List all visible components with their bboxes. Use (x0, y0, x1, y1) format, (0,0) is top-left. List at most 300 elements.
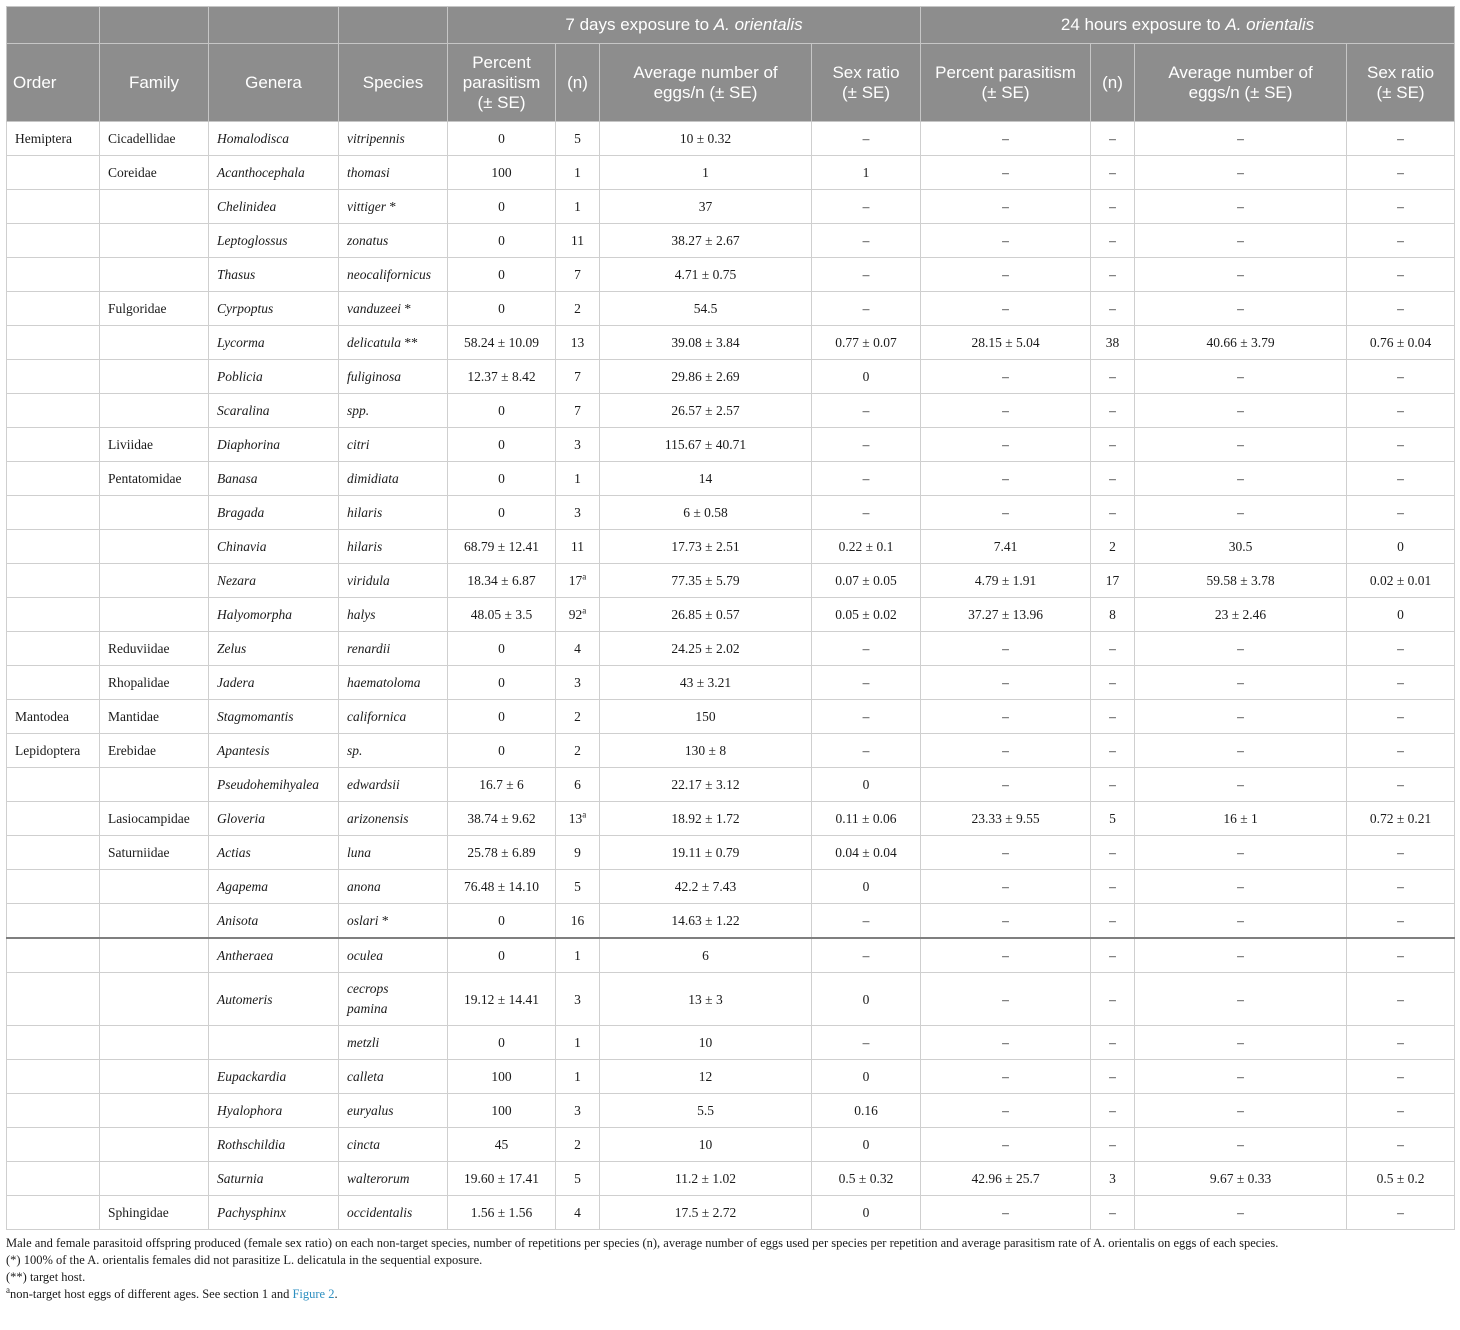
cell-species: oslari * (339, 904, 448, 939)
cell-percent-parasitism-7d: 45 (448, 1128, 556, 1162)
cell-n-24h: – (1091, 428, 1135, 462)
cell-percent-parasitism-7d: 100 (448, 1060, 556, 1094)
cell-percent-parasitism-24h: 28.15 ± 5.04 (921, 326, 1091, 360)
cell-family (100, 1026, 209, 1060)
cell-avg-eggs-7d: 10 ± 0.32 (600, 122, 812, 156)
col-avg-eggs-24h: Average number of eggs/n (± SE) (1135, 44, 1347, 122)
table-row (7, 292, 1455, 326)
cell-sex-ratio-7d: 0.05 ± 0.02 (812, 598, 921, 632)
cell-n-24h: – (1091, 938, 1135, 973)
cell-n-7d: 1 (556, 938, 600, 973)
table-row (7, 496, 1455, 530)
header-blank (100, 7, 209, 44)
cell-sex-ratio-7d: – (812, 394, 921, 428)
cell-n-24h: 2 (1091, 530, 1135, 564)
cell-n-24h: 3 (1091, 1162, 1135, 1196)
cell-n-24h: – (1091, 1026, 1135, 1060)
cell-sex-ratio-24h: – (1347, 394, 1455, 428)
table-row (7, 462, 1455, 496)
cell-n-24h: 5 (1091, 802, 1135, 836)
cell-percent-parasitism-24h: – (921, 938, 1091, 973)
table-row (7, 1060, 1455, 1094)
cell-avg-eggs-7d: 115.67 ± 40.71 (600, 428, 812, 462)
header-24-hours: 24 hours exposure to A. orientalis (921, 7, 1455, 44)
col-order: Order (7, 44, 100, 122)
cell-avg-eggs-7d: 13 ± 3 (600, 973, 812, 1026)
cell-avg-eggs-24h: 40.66 ± 3.79 (1135, 326, 1347, 360)
header-group-row (7, 7, 1455, 44)
cell-n-7d: 3 (556, 1094, 600, 1128)
n-footnote-mark: a (582, 605, 587, 616)
cell-percent-parasitism-24h: – (921, 360, 1091, 394)
cell-genus: Rothschildia (209, 1128, 339, 1162)
table-row (7, 190, 1455, 224)
parasitism-table (6, 6, 1455, 1230)
cell-family: Coreidae (100, 156, 209, 190)
cell-genus: Scaralina (209, 394, 339, 428)
cell-percent-parasitism-7d: 19.12 ± 14.41 (448, 973, 556, 1026)
cell-n-24h: – (1091, 1060, 1135, 1094)
cell-n-7d: 5 (556, 870, 600, 904)
cell-avg-eggs-24h: – (1135, 360, 1347, 394)
cell-family: Erebidae (100, 734, 209, 768)
cell-percent-parasitism-24h: – (921, 156, 1091, 190)
cell-n-7d: 7 (556, 360, 600, 394)
col-family: Family (100, 44, 209, 122)
cell-sex-ratio-24h: – (1347, 496, 1455, 530)
cell-order (7, 632, 100, 666)
cell-n-24h: – (1091, 190, 1135, 224)
cell-avg-eggs-7d: 26.57 ± 2.57 (600, 394, 812, 428)
cell-genus: Thasus (209, 258, 339, 292)
cell-n-24h: – (1091, 258, 1135, 292)
cell-avg-eggs-7d: 42.2 ± 7.43 (600, 870, 812, 904)
footnote-caption: Male and female parasitoid offspring produced (female sex ratio) on each non-target species, number of repetitions per species (n), average number of eggs used per species per repetition and average parasitism rate of A. orientalis on eggs of each species. (6, 1236, 1279, 1250)
cell-percent-parasitism-24h: – (921, 836, 1091, 870)
cell-percent-parasitism-7d: 12.37 ± 8.42 (448, 360, 556, 394)
cell-family (100, 973, 209, 1026)
cell-n-24h: – (1091, 1128, 1135, 1162)
cell-genus: Lycorma (209, 326, 339, 360)
header-7-days: 7 days exposure to A. orientalis (448, 7, 921, 44)
cell-order (7, 1060, 100, 1094)
cell-species: cincta (339, 1128, 448, 1162)
cell-avg-eggs-24h: – (1135, 428, 1347, 462)
cell-sex-ratio-7d: – (812, 938, 921, 973)
cell-sex-ratio-24h: – (1347, 700, 1455, 734)
cell-genus (209, 1026, 339, 1060)
cell-family (100, 870, 209, 904)
cell-genus: Gloveria (209, 802, 339, 836)
cell-species: neocalifornicus (339, 258, 448, 292)
cell-percent-parasitism-24h: – (921, 1026, 1091, 1060)
cell-sex-ratio-7d: 0.77 ± 0.07 (812, 326, 921, 360)
cell-species: edwardsii (339, 768, 448, 802)
cell-avg-eggs-7d: 22.17 ± 3.12 (600, 768, 812, 802)
table-row (7, 156, 1455, 190)
cell-sex-ratio-24h: – (1347, 632, 1455, 666)
cell-percent-parasitism-24h: – (921, 496, 1091, 530)
cell-n-24h: – (1091, 700, 1135, 734)
cell-sex-ratio-7d: – (812, 122, 921, 156)
cell-sex-ratio-7d: – (812, 700, 921, 734)
cell-order (7, 870, 100, 904)
cell-avg-eggs-7d: 19.11 ± 0.79 (600, 836, 812, 870)
header-blank (339, 7, 448, 44)
cell-avg-eggs-24h: – (1135, 938, 1347, 973)
cell-n-7d: 2 (556, 1128, 600, 1162)
cell-sex-ratio-7d: 0 (812, 1128, 921, 1162)
cell-family (100, 190, 209, 224)
cell-order (7, 938, 100, 973)
cell-sex-ratio-24h: – (1347, 156, 1455, 190)
cell-percent-parasitism-7d: 0 (448, 496, 556, 530)
cell-genus: Apantesis (209, 734, 339, 768)
cell-n-7d: 2 (556, 292, 600, 326)
cell-species: hilaris (339, 530, 448, 564)
cell-avg-eggs-7d: 130 ± 8 (600, 734, 812, 768)
cell-species: vitripennis (339, 122, 448, 156)
cell-genus: Chelinidea (209, 190, 339, 224)
cell-n-7d: 5 (556, 1162, 600, 1196)
cell-species: hilaris (339, 496, 448, 530)
cell-n-24h: 38 (1091, 326, 1135, 360)
footnote-double-star: (**) target host. (6, 1270, 86, 1284)
cell-percent-parasitism-7d: 0 (448, 292, 556, 326)
cell-family (100, 496, 209, 530)
data-table-container (6, 6, 1454, 1303)
cell-percent-parasitism-24h: – (921, 632, 1091, 666)
cell-n-7d: 2 (556, 734, 600, 768)
cell-n-24h: – (1091, 836, 1135, 870)
cell-n-7d: 1 (556, 1026, 600, 1060)
col-percent-parasitism-7d: Percent parasitism (± SE) (448, 44, 556, 122)
cell-species: renardii (339, 632, 448, 666)
cell-n-24h: 8 (1091, 598, 1135, 632)
cell-avg-eggs-7d: 14.63 ± 1.22 (600, 904, 812, 939)
cell-sex-ratio-24h: – (1347, 836, 1455, 870)
cell-species: cecrops pamina (339, 973, 448, 1026)
cell-sex-ratio-24h: – (1347, 122, 1455, 156)
cell-family (100, 938, 209, 973)
cell-percent-parasitism-24h: – (921, 258, 1091, 292)
cell-genus: Antheraea (209, 938, 339, 973)
cell-avg-eggs-24h: – (1135, 1196, 1347, 1230)
cell-n-7d: 5 (556, 122, 600, 156)
cell-genus: Saturnia (209, 1162, 339, 1196)
cell-avg-eggs-7d: 11.2 ± 1.02 (600, 1162, 812, 1196)
cell-n-7d: 1 (556, 190, 600, 224)
cell-percent-parasitism-7d: 0 (448, 1026, 556, 1060)
species-footnote-mark: ** (401, 335, 418, 350)
cell-avg-eggs-7d: 43 ± 3.21 (600, 666, 812, 700)
cell-percent-parasitism-7d: 0 (448, 462, 556, 496)
cell-family: Liviidae (100, 428, 209, 462)
cell-percent-parasitism-7d: 100 (448, 156, 556, 190)
cell-family (100, 530, 209, 564)
footnote-single-star: (*) 100% of the A. orientalis females did not parasitize L. delicatula in the sequential exposure. (6, 1253, 483, 1267)
cell-species: anona (339, 870, 448, 904)
cell-family (100, 224, 209, 258)
cell-n-24h: – (1091, 156, 1135, 190)
cell-avg-eggs-7d: 5.5 (600, 1094, 812, 1128)
cell-sex-ratio-24h: – (1347, 224, 1455, 258)
table-row (7, 1128, 1455, 1162)
cell-avg-eggs-24h: – (1135, 394, 1347, 428)
cell-family: Reduviidae (100, 632, 209, 666)
cell-family (100, 360, 209, 394)
cell-genus: Bragada (209, 496, 339, 530)
cell-avg-eggs-24h: – (1135, 462, 1347, 496)
cell-percent-parasitism-7d: 1.56 ± 1.56 (448, 1196, 556, 1230)
cell-avg-eggs-7d: 14 (600, 462, 812, 496)
cell-avg-eggs-7d: 6 ± 0.58 (600, 496, 812, 530)
cell-order (7, 394, 100, 428)
cell-order (7, 1196, 100, 1230)
cell-sex-ratio-7d: – (812, 1026, 921, 1060)
cell-percent-parasitism-7d: 0 (448, 666, 556, 700)
cell-sex-ratio-7d: – (812, 734, 921, 768)
table-row (7, 1162, 1455, 1196)
table-row (7, 258, 1455, 292)
cell-percent-parasitism-24h: – (921, 428, 1091, 462)
col-sex-ratio-7d: Sex ratio (± SE) (812, 44, 921, 122)
cell-sex-ratio-7d: – (812, 904, 921, 939)
cell-sex-ratio-7d: 0 (812, 768, 921, 802)
cell-percent-parasitism-7d: 0 (448, 632, 556, 666)
col-sex-ratio-24h: Sex ratio (± SE) (1347, 44, 1455, 122)
cell-percent-parasitism-7d: 19.60 ± 17.41 (448, 1162, 556, 1196)
cell-avg-eggs-24h: – (1135, 224, 1347, 258)
cell-family: Pentatomidae (100, 462, 209, 496)
cell-n-7d: 17$^a$ (556, 564, 600, 598)
cell-percent-parasitism-24h: – (921, 1196, 1091, 1230)
cell-genus: Cyrpoptus (209, 292, 339, 326)
cell-sex-ratio-7d: – (812, 462, 921, 496)
cell-order (7, 768, 100, 802)
figure-2-link[interactable]: Figure 2 (292, 1287, 335, 1301)
cell-avg-eggs-24h: – (1135, 258, 1347, 292)
table-row (7, 564, 1455, 598)
table-row (7, 1196, 1455, 1230)
cell-order (7, 496, 100, 530)
cell-avg-eggs-24h: – (1135, 496, 1347, 530)
cell-sex-ratio-7d: – (812, 428, 921, 462)
cell-species: arizonensis (339, 802, 448, 836)
cell-avg-eggs-24h: – (1135, 973, 1347, 1026)
cell-species: euryalus (339, 1094, 448, 1128)
cell-avg-eggs-24h: – (1135, 734, 1347, 768)
cell-family: Cicadellidae (100, 122, 209, 156)
cell-order (7, 973, 100, 1026)
cell-genus: Homalodisca (209, 122, 339, 156)
cell-genus: Zelus (209, 632, 339, 666)
cell-family: Sphingidae (100, 1196, 209, 1230)
cell-avg-eggs-7d: 17.5 ± 2.72 (600, 1196, 812, 1230)
table-row (7, 734, 1455, 768)
cell-family (100, 258, 209, 292)
footnote-a: $^a$non-target host eggs of different ages. See section 1 and Figure 2. (6, 1284, 338, 1301)
cell-order (7, 836, 100, 870)
cell-order (7, 1026, 100, 1060)
cell-sex-ratio-24h: 0 (1347, 598, 1455, 632)
cell-percent-parasitism-24h: – (921, 1128, 1091, 1162)
cell-percent-parasitism-24h: – (921, 870, 1091, 904)
cell-avg-eggs-7d: 12 (600, 1060, 812, 1094)
cell-sex-ratio-24h: – (1347, 428, 1455, 462)
cell-n-24h: – (1091, 870, 1135, 904)
species-footnote-mark: * (378, 913, 389, 928)
table-row (7, 326, 1455, 360)
cell-sex-ratio-24h: – (1347, 190, 1455, 224)
table-body (7, 122, 1455, 1230)
cell-genus: Chinavia (209, 530, 339, 564)
species-footnote-mark: * (386, 199, 397, 214)
cell-sex-ratio-7d: 0.22 ± 0.1 (812, 530, 921, 564)
cell-order (7, 530, 100, 564)
cell-genus: Diaphorina (209, 428, 339, 462)
cell-avg-eggs-7d: 1 (600, 156, 812, 190)
cell-n-7d: 16 (556, 904, 600, 939)
cell-avg-eggs-24h: 23 ± 2.46 (1135, 598, 1347, 632)
cell-order (7, 326, 100, 360)
cell-species: walterorum (339, 1162, 448, 1196)
cell-sex-ratio-24h: – (1347, 904, 1455, 939)
cell-n-7d: 11 (556, 530, 600, 564)
table-row (7, 1094, 1455, 1128)
cell-sex-ratio-7d: 0.04 ± 0.04 (812, 836, 921, 870)
cell-sex-ratio-7d: 0.07 ± 0.05 (812, 564, 921, 598)
table-row (7, 360, 1455, 394)
cell-percent-parasitism-24h: – (921, 734, 1091, 768)
table-row (7, 768, 1455, 802)
cell-sex-ratio-24h: – (1347, 1060, 1455, 1094)
table-row (7, 122, 1455, 156)
cell-species: oculea (339, 938, 448, 973)
cell-n-7d: 1 (556, 462, 600, 496)
cell-order: Hemiptera (7, 122, 100, 156)
cell-n-24h: – (1091, 496, 1135, 530)
cell-sex-ratio-24h: – (1347, 258, 1455, 292)
cell-order (7, 666, 100, 700)
cell-percent-parasitism-24h: 7.41 (921, 530, 1091, 564)
cell-sex-ratio-24h: – (1347, 462, 1455, 496)
cell-avg-eggs-24h: – (1135, 1026, 1347, 1060)
cell-family: Lasiocampidae (100, 802, 209, 836)
cell-percent-parasitism-24h: – (921, 394, 1091, 428)
cell-avg-eggs-24h: – (1135, 904, 1347, 939)
cell-genus: Halyomorpha (209, 598, 339, 632)
cell-order: Lepidoptera (7, 734, 100, 768)
cell-avg-eggs-24h: – (1135, 768, 1347, 802)
cell-order (7, 360, 100, 394)
cell-n-24h: – (1091, 632, 1135, 666)
cell-genus: Acanthocephala (209, 156, 339, 190)
cell-genus: Banasa (209, 462, 339, 496)
cell-n-24h: – (1091, 1094, 1135, 1128)
table-footnotes (6, 1235, 1454, 1303)
cell-genus: Hyalophora (209, 1094, 339, 1128)
cell-n-7d: 7 (556, 394, 600, 428)
cell-sex-ratio-24h: – (1347, 938, 1455, 973)
cell-order (7, 598, 100, 632)
col-n-24h: (n) (1091, 44, 1135, 122)
cell-percent-parasitism-7d: 0 (448, 700, 556, 734)
cell-n-7d: 11 (556, 224, 600, 258)
table-row (7, 802, 1455, 836)
cell-sex-ratio-24h: – (1347, 1026, 1455, 1060)
col-genera: Genera (209, 44, 339, 122)
cell-percent-parasitism-24h: – (921, 1094, 1091, 1128)
cell-avg-eggs-24h: – (1135, 292, 1347, 326)
cell-percent-parasitism-24h: – (921, 666, 1091, 700)
cell-n-7d: 6 (556, 768, 600, 802)
table-row (7, 394, 1455, 428)
table-row (7, 904, 1455, 939)
cell-family (100, 904, 209, 939)
cell-sex-ratio-7d: 0 (812, 1196, 921, 1230)
cell-n-24h: – (1091, 904, 1135, 939)
cell-avg-eggs-7d: 17.73 ± 2.51 (600, 530, 812, 564)
cell-order (7, 1128, 100, 1162)
cell-avg-eggs-24h: 30.5 (1135, 530, 1347, 564)
cell-percent-parasitism-24h: – (921, 122, 1091, 156)
cell-sex-ratio-7d: – (812, 496, 921, 530)
cell-species: vittiger * (339, 190, 448, 224)
cell-avg-eggs-24h: – (1135, 1094, 1347, 1128)
cell-sex-ratio-7d: 1 (812, 156, 921, 190)
col-n-7d: (n) (556, 44, 600, 122)
cell-avg-eggs-24h: – (1135, 1060, 1347, 1094)
cell-sex-ratio-7d: 0 (812, 360, 921, 394)
cell-family (100, 1162, 209, 1196)
cell-avg-eggs-24h: – (1135, 1128, 1347, 1162)
cell-sex-ratio-7d: – (812, 190, 921, 224)
cell-species: fuliginosa (339, 360, 448, 394)
cell-order (7, 1094, 100, 1128)
cell-avg-eggs-24h: 16 ± 1 (1135, 802, 1347, 836)
cell-sex-ratio-7d: 0 (812, 1060, 921, 1094)
cell-percent-parasitism-7d: 0 (448, 122, 556, 156)
cell-genus: Leptoglossus (209, 224, 339, 258)
cell-sex-ratio-24h: – (1347, 666, 1455, 700)
cell-n-7d: 4 (556, 632, 600, 666)
cell-percent-parasitism-7d: 68.79 ± 12.41 (448, 530, 556, 564)
cell-family (100, 564, 209, 598)
cell-family (100, 326, 209, 360)
cell-species: zonatus (339, 224, 448, 258)
cell-n-24h: – (1091, 360, 1135, 394)
cell-n-7d: 13$^a$ (556, 802, 600, 836)
cell-percent-parasitism-7d: 16.7 ± 6 (448, 768, 556, 802)
cell-family: Mantidae (100, 700, 209, 734)
cell-n-7d: 9 (556, 836, 600, 870)
cell-species: dimidiata (339, 462, 448, 496)
cell-percent-parasitism-7d: 0 (448, 394, 556, 428)
cell-family (100, 394, 209, 428)
cell-avg-eggs-24h: – (1135, 666, 1347, 700)
cell-genus: Automeris (209, 973, 339, 1026)
cell-order (7, 564, 100, 598)
cell-n-24h: – (1091, 394, 1135, 428)
cell-sex-ratio-7d: 0.11 ± 0.06 (812, 802, 921, 836)
cell-percent-parasitism-7d: 0 (448, 190, 556, 224)
cell-sex-ratio-24h: 0.5 ± 0.2 (1347, 1162, 1455, 1196)
cell-avg-eggs-7d: 10 (600, 1026, 812, 1060)
table-row (7, 836, 1455, 870)
cell-percent-parasitism-7d: 100 (448, 1094, 556, 1128)
table-row (7, 938, 1455, 973)
